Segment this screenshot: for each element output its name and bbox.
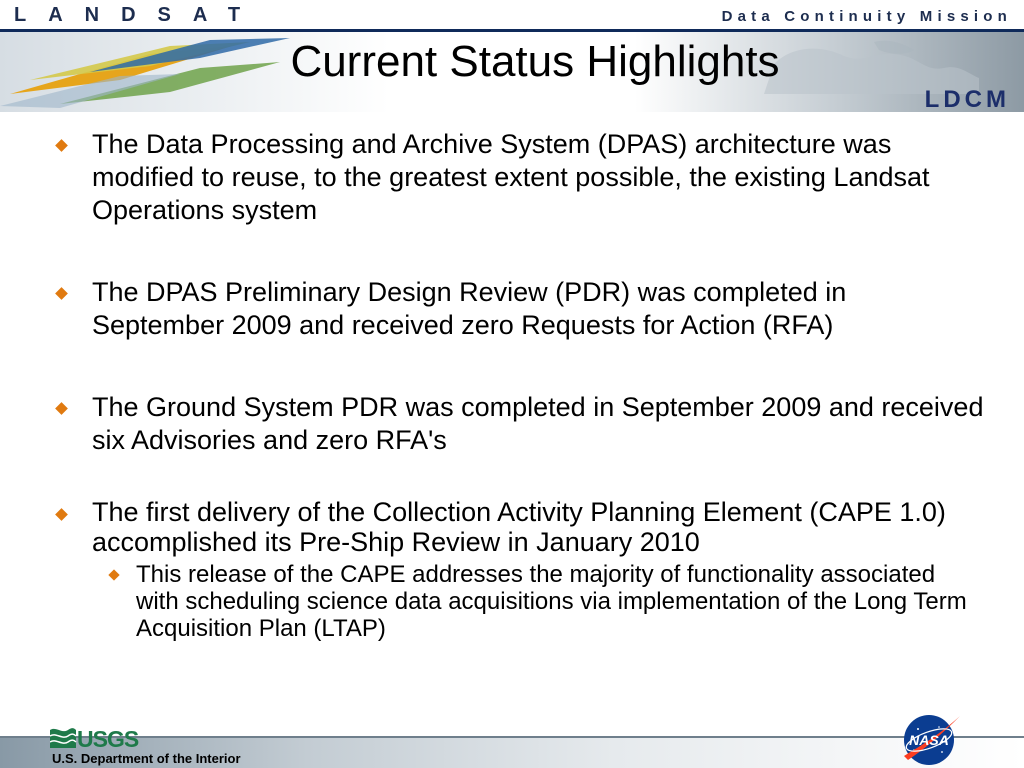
bullet-diamond-icon (55, 508, 68, 521)
bullet-item (54, 391, 984, 457)
bullet-diamond-icon (55, 139, 68, 152)
footer-divider (0, 736, 1024, 738)
nasa-logo-text: NASA (909, 732, 949, 748)
landsat-wordmark: LANDSAT (14, 4, 263, 26)
department-label: U.S. Department of the Interior (52, 751, 241, 766)
slide-title: Current Status Highlights (290, 37, 780, 86)
sub-bullet-text: This release of the CAPE addresses the majority of functionality associated with scheduling science data acquisitions via implementation of the Long Term Acquisition Plan (LTAP) (136, 561, 967, 642)
bullet-text: The Data Processing and Archive System (DPAS) architecture was modified to reuse, to the greatest extent possible, the existing Landsat Operations system (92, 129, 930, 225)
bullet-diamond-icon (55, 402, 68, 415)
bullet-item (54, 497, 984, 557)
bullet-diamond-icon (55, 287, 68, 300)
sub-bullet-item (54, 561, 984, 642)
slide-content (54, 128, 984, 642)
slide-footer (0, 722, 1024, 768)
bullet-text: The first delivery of the Collection Activity Planning Element (CAPE 1.0) accomplished its Pre-Ship Review in January 2010 (92, 497, 946, 557)
mission-name: Data Continuity Mission (721, 8, 1012, 25)
bullet-item (54, 128, 984, 227)
bullet-item (54, 276, 984, 342)
usgs-logo (50, 724, 146, 750)
nasa-logo (898, 710, 964, 768)
bullet-text: The DPAS Preliminary Design Review (PDR) was completed in September 2009 and received zero Requests for Action (RFA) (92, 277, 847, 340)
usgs-logo-text: USGS (77, 726, 139, 750)
ldcm-logo: LDCM (924, 86, 1010, 112)
bullet-text: The Ground System PDR was completed in September 2009 and received six Advisories and zero RFA's (92, 392, 984, 455)
sub-bullet-diamond-icon (108, 569, 119, 580)
